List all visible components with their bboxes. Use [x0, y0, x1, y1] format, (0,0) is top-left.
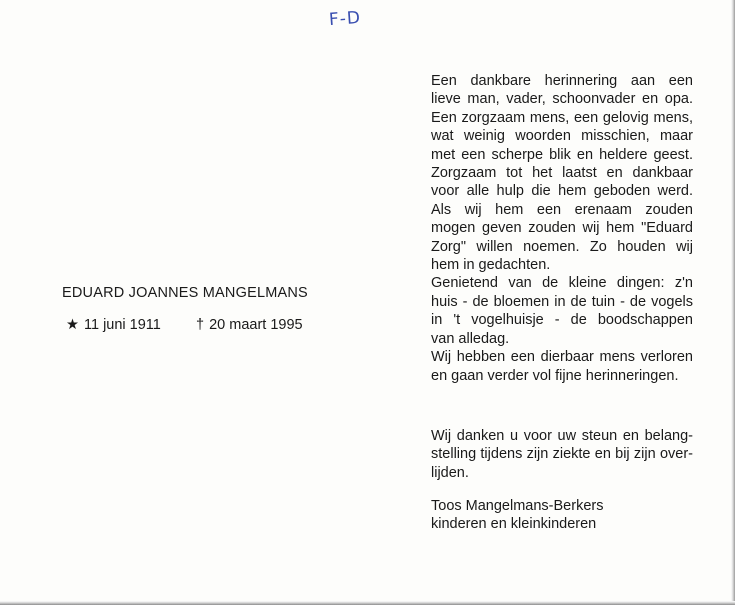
poem-line: in 't vogelhuisje - de boodschappen	[431, 312, 693, 329]
poem-line: Zorg" willen noemen. Zo houden wij	[431, 238, 693, 255]
poem-line: Wij hebben een dierbaar mens verloren	[431, 349, 693, 366]
poem-line: Zorgzaam tot het laatst en dankbaar	[431, 165, 693, 182]
death-date-group	[196, 317, 303, 333]
poem-line: mogen geven zouden wij hem "Eduard	[431, 220, 693, 237]
thanks-line: lijden.	[431, 464, 469, 481]
signature	[431, 497, 693, 534]
memorial-poem	[431, 72, 693, 385]
signature-line: kinderen en kleinkinderen	[431, 516, 597, 533]
thanks-line: stelling tijdens zijn ziekte en bij zijn over-	[431, 446, 693, 463]
poem-line: lieve man, vader, schoonvader en opa.	[431, 91, 693, 108]
signature-line: Toos Mangelmans-Berkers	[431, 498, 604, 514]
thanks-message	[431, 427, 693, 482]
poem-line: voor alle hulp die hem geboden werd.	[431, 183, 693, 200]
card-right-edge	[731, 0, 735, 605]
poem-line: met een scherpe blik en heldere geest.	[431, 146, 693, 163]
birth-date: 11 juni 1911	[84, 317, 161, 333]
deceased-name: EDUARD JOANNES MANGELMANS	[62, 285, 308, 301]
poem-line: Genietend van de kleine dingen: z'n	[431, 275, 693, 292]
handwritten-stamp: F-D	[328, 7, 362, 31]
poem-line: hem in gedachten.	[431, 257, 551, 274]
poem-line: Een zorgzaam mens, een gelovig mens,	[431, 109, 693, 126]
thanks-line: Wij danken u voor uw steun en belang-	[431, 428, 693, 444]
poem-line: Een dankbare herinnering aan een	[431, 73, 693, 89]
poem-line: wat weinig woorden misschien, maar	[431, 128, 693, 145]
birth-date-group	[66, 317, 161, 333]
poem-line: huis - de bloemen in de tuin - de vogels	[431, 293, 693, 310]
birth-star-icon: ★	[66, 317, 79, 333]
poem-line: en gaan verder vol fijne herinneringen.	[431, 367, 679, 384]
poem-line: Als wij hem een erenaam zouden	[431, 201, 693, 218]
death-cross-icon: †	[196, 317, 205, 333]
death-date: 20 maart 1995	[209, 317, 303, 333]
poem-line: van alledag.	[431, 330, 510, 347]
card-bottom-edge	[0, 601, 735, 605]
